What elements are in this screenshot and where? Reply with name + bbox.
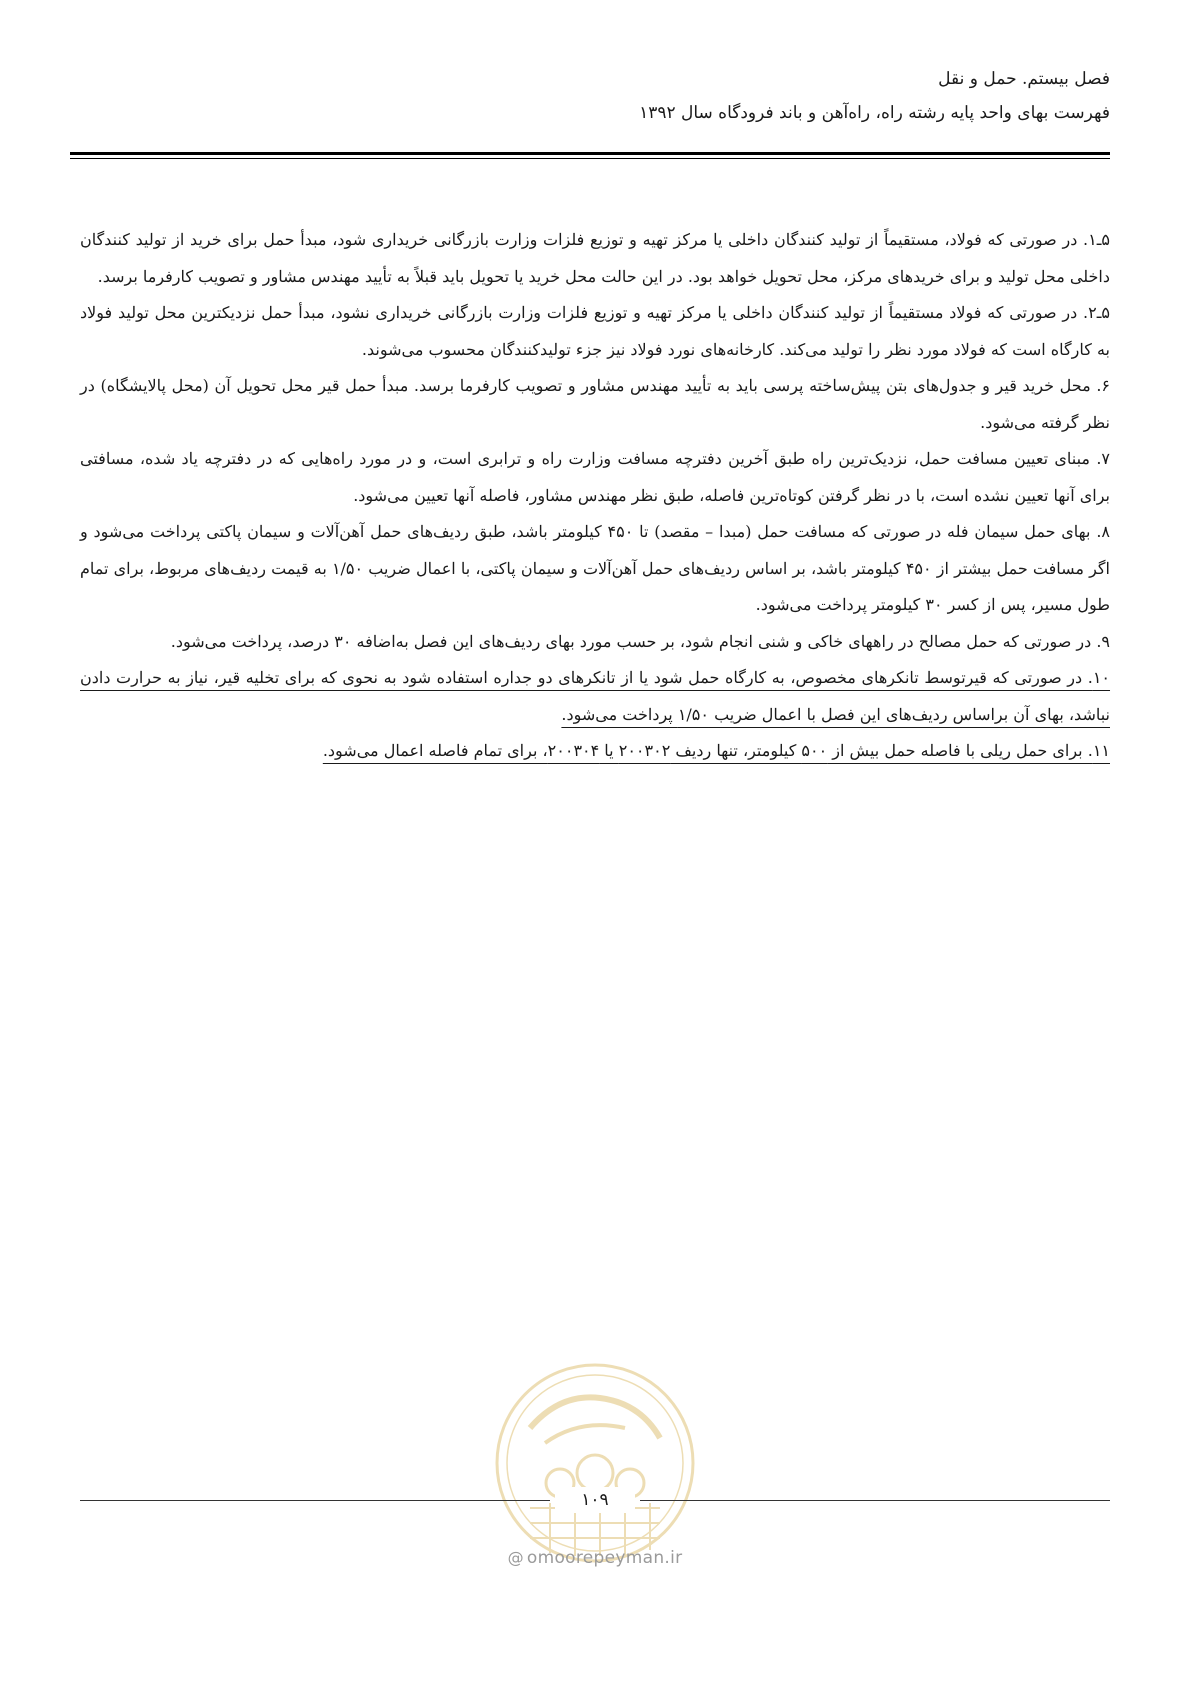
- page-number: ۱۰۹: [555, 1487, 635, 1513]
- paragraph-10: ۱۰. در صورتی که قیرتوسط تانکرهای مخصوص، به کارگاه حمل شود یا از تانکرهای دو جداره استفاده شود به نحوی که برای تخلیه قیر، نیاز به حرارت دادن نباشد، بهای آن براساس ردیف‌های این فصل با اعمال ضریب ۱/۵۰ پرداخت می‌شود.: [80, 668, 1111, 724]
- at-sign-icon: @: [507, 1548, 524, 1567]
- page-header: [80, 62, 1110, 130]
- paragraph-5-1: ۵ـ۱. در صورتی که فولاد، مستقیماً از تولید کنندگان داخلی یا مرکز تهیه و توزیع فلزات وزارت بازرگانی خریداری شود، مبدأ حمل برای خرید از تولید کنندگان داخلی محل تولید و برای خریدهای مرکز، محل تحویل خواهد بود. در این حالت محل خرید یا تحویل باید قبلاً به تأیید مهندس مشاور و تصویب کارفرما برسد.: [80, 230, 1110, 286]
- chapter-title: فصل بیستم. حمل و نقل: [938, 69, 1110, 89]
- paragraph-11: ۱۱. برای حمل ریلی با فاصله حمل بیش از ۵۰۰ کیلومتر، تنها ردیف ۲۰۰۳۰۲ یا ۲۰۰۳۰۴، برای تمام فاصله اعمال می‌شود.: [322, 741, 1110, 760]
- website-watermark: [480, 1548, 710, 1568]
- footer-divider-left: [80, 1500, 550, 1501]
- paragraph-8: ۸. بهای حمل سیمان فله در صورتی که مسافت حمل (مبدا – مقصد) تا ۴۵۰ کیلومتر باشد، طبق ردیف‌های حمل آهن‌آلات و سیمان پاکتی پرداخت می‌شود و اگر مسافت حمل بیشتر از ۴۵۰ کیلومتر باشد، بر اساس ردیف‌های حمل آهن‌آلات و سیمان پاکتی، با اعمال ضریب ۱/۵۰ به قیمت ردیف‌های مربوط، برای تمام طول مسیر، پس از کسر ۳۰ کیلومتر پرداخت می‌شود.: [80, 522, 1110, 614]
- document-title: فهرست بهای واحد پایه رشته راه، راه‌آهن و باند فرودگاه سال ۱۳۹۲: [639, 103, 1110, 123]
- footer-divider-right: [640, 1500, 1110, 1501]
- header-divider: [70, 152, 1110, 159]
- document-body: [80, 222, 1110, 770]
- paragraph-6: ۶. محل خرید قیر و جدول‌های بتن پیش‌ساخته پرسی باید به تأیید مهندس مشاور و تصویب کارفرما برسد. مبدأ حمل قیر محل تحویل آن (محل پالایشگاه) در نظر گرفته می‌شود.: [80, 376, 1110, 432]
- seal-logo-icon: [490, 1358, 700, 1568]
- website-label: omoorepeyman.ir: [526, 1548, 683, 1568]
- paragraph-7: ۷. مبنای تعیین مسافت حمل، نزدیک‌ترین راه طبق آخرین دفترچه مسافت وزارت راه و ترابری است، و در مورد راه‌هایی که در دفترچه یاد شده، مسافتی برای آنها تعیین نشده است، با در نظر گرفتن کوتاه‌ترین فاصله، طبق نظر مهندس مشاور، فاصله آنها تعیین می‌شود.: [80, 449, 1110, 505]
- paragraph-9: ۹. در صورتی که حمل مصالح در راههای خاکی و شنی انجام شود، بر حسب مورد بهای ردیف‌های این فصل به‌اضافه ۳۰ درصد، پرداخت می‌شود.: [170, 631, 1110, 651]
- paragraph-5-2: ۵ـ۲. در صورتی که فولاد مستقیماً از تولید کنندگان داخلی یا مرکز تهیه و توزیع فلزات وزارت بازرگانی خریداری نشود، مبدأ حمل نزدیکترین محل تولید فولاد به کارگاه است که فولاد مورد نظر را تولید می‌کند. کارخانه‌های نورد فولاد نیز جزء تولیدکنندگان محسوب می‌شوند.: [80, 303, 1110, 359]
